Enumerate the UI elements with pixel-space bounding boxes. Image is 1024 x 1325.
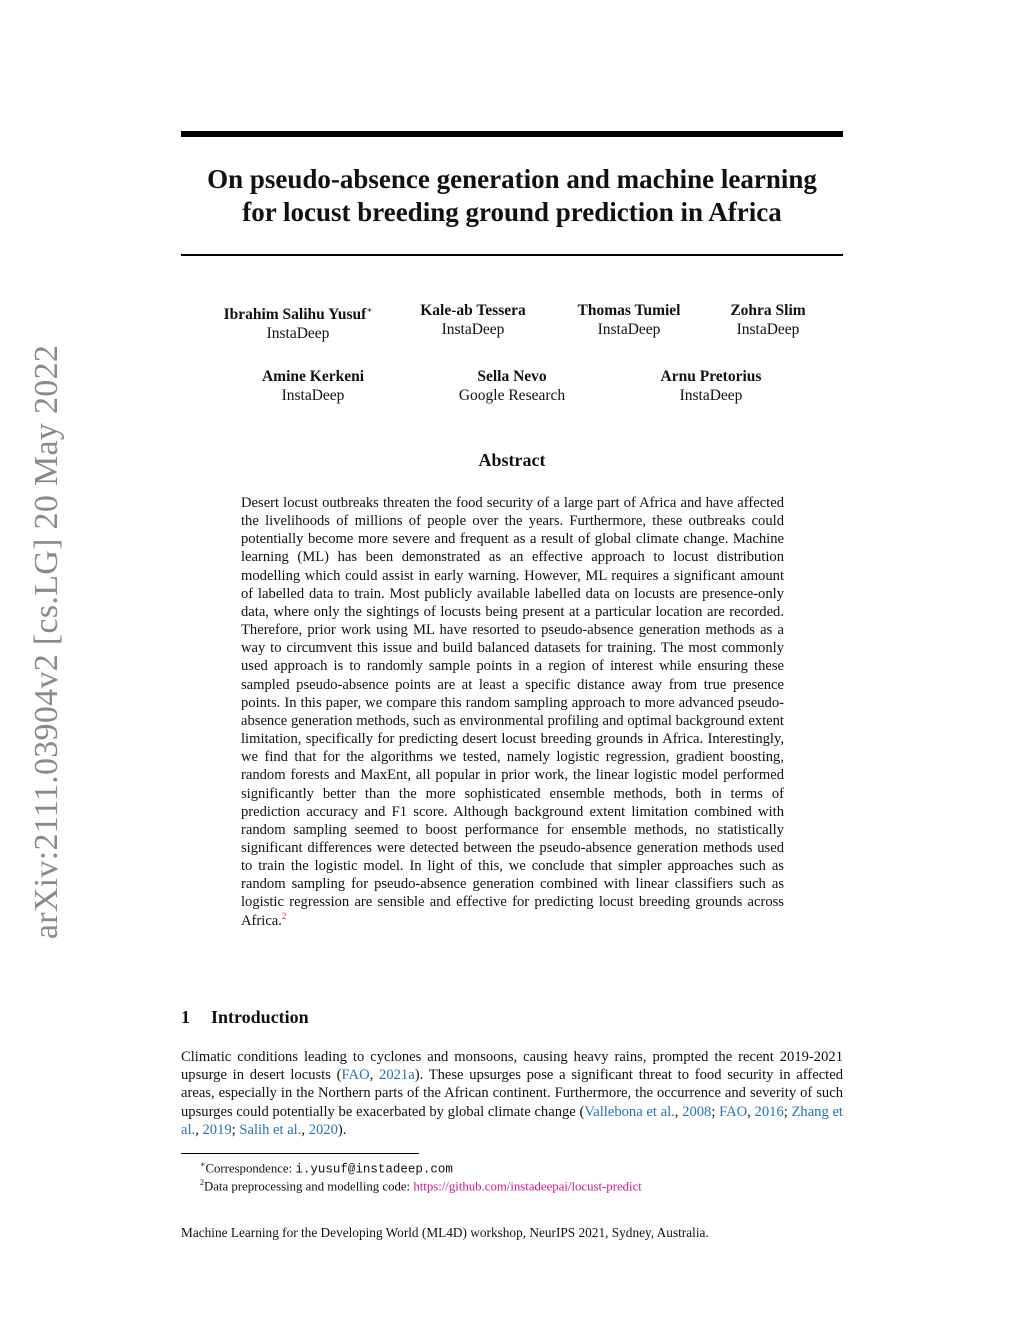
code-repository-link[interactable]: https://github.com/instadeepai/locust-predict — [413, 1179, 642, 1194]
title-rule-bottom — [181, 254, 843, 256]
author-name: Arnu Pretorius — [660, 368, 762, 385]
section-heading — [181, 1007, 309, 1028]
author-footnote-mark: ∗ — [366, 305, 373, 315]
citation-link[interactable]: 2020 — [308, 1121, 338, 1138]
author-2 — [403, 301, 543, 339]
author-affiliation: InstaDeep — [281, 387, 345, 404]
author-name: Kale-ab Tessera — [420, 302, 526, 319]
author-1 — [218, 301, 378, 343]
citation-link[interactable]: FAO — [341, 1067, 370, 1084]
text-run: Climatic conditions leading to cyclones and monsoons, causing heavy rains, prompted the recent 2019-2021 upsurge in desert locusts ( — [181, 1049, 843, 1084]
citation-link[interactable]: FAO — [719, 1103, 748, 1120]
author-4 — [713, 301, 823, 339]
introduction-paragraph — [181, 1048, 843, 1139]
text-run: , — [369, 1067, 380, 1084]
author-name: Ibrahim Salihu Yusuf — [223, 306, 367, 324]
text-run: ; — [783, 1103, 792, 1120]
title-line-2: for locust breeding ground prediction in Africa — [242, 197, 782, 227]
citation-link[interactable]: 2019 — [202, 1121, 232, 1138]
venue-note: Machine Learning for the Developing World (ML4D) workshop, NeurIPS 2021, Sydney, Australia. — [181, 1225, 709, 1240]
author-name: Amine Kerkeni — [261, 368, 365, 385]
author-affiliation: InstaDeep — [266, 325, 330, 343]
abstract-footnote-link[interactable]: 2 — [281, 910, 287, 921]
text-run: ; — [711, 1103, 720, 1120]
author-affiliation: InstaDeep — [736, 321, 800, 338]
citation-link[interactable]: Zhang et al. — [181, 1103, 843, 1138]
author-7 — [641, 367, 781, 405]
citation-link[interactable]: Vallebona et al. — [584, 1103, 675, 1120]
arxiv-stamp: arXiv:2111.03904v2 [cs.LG] 20 May 2022 — [28, 344, 65, 940]
citation-link[interactable]: 2008 — [682, 1103, 712, 1120]
author-affiliation: Google Research — [458, 387, 566, 404]
author-3 — [564, 301, 694, 339]
text-run: ; — [231, 1121, 240, 1138]
title-rule-top — [181, 131, 843, 137]
footnote-label: Data preprocessing and modelling code: — [204, 1179, 414, 1194]
footnote-mark: 2 — [200, 1178, 204, 1187]
correspondence-email[interactable]: i.yusuf@instadeep.com — [295, 1162, 453, 1177]
author-name: Sella Nevo — [477, 368, 547, 385]
author-affiliation: InstaDeep — [441, 321, 505, 338]
footnote-2 — [200, 1175, 642, 1194]
author-name: Thomas Tumiel — [577, 302, 681, 319]
footnote-label: Correspondence: — [205, 1161, 296, 1176]
abstract-heading: Abstract — [478, 450, 546, 470]
text-run: , — [195, 1121, 203, 1138]
text-run: , — [747, 1103, 755, 1120]
abstract-body — [241, 494, 784, 930]
text-run: , — [301, 1121, 309, 1138]
author-affiliation: InstaDeep — [597, 321, 661, 338]
author-name: Zohra Slim — [730, 302, 806, 319]
citation-link[interactable]: 2016 — [754, 1103, 784, 1120]
paper-title — [150, 163, 874, 229]
author-6 — [442, 367, 582, 405]
text-run: ). These upsurges pose a significant threat to food security in affected areas, especially in the Northern parts of the African continent. Furthermore, the occurrence and severity of such upsurges could potentially be exacerbated by global climate change ( — [181, 1067, 843, 1120]
footnote-rule — [181, 1153, 419, 1154]
abstract-text: Desert locust outbreaks threaten the food security of a large part of Africa and have affected the livelihoods of millions of people over the years. Furthermore, these outbreaks could potentially become more severe and frequent as a result of global climate change. Machine learning (ML) has been demonstrated as an effective approach to locust distribution modelling which could assist in early warning. However, ML requires a significant amount of labelled data to train. Most publicly available labelled data on locusts are presence-only data, where only the sightings of locusts being present at a particular location are recorded. Therefore, prior work using ML have resorted to pseudo-absence generation methods as a way to circumvent this issue and build balanced datasets for training. The most commonly used approach is to randomly sample points in a region of interest while ensuring these sampled pseudo-absence points are at least a specific distance away from true presence points. In this paper, we compare this random sampling approach to more advanced pseudo-absence generation methods, such as environmental profiling and optimal background extent limitation, specifically for predicting desert locust breeding grounds in Africa. Interestingly, we find that for the algorithms we tested, namely logistic regression, gradient boosting, random forests and MaxEnt, all popular in prior work, the linear logistic model performed significantly better than the more sophisticated ensemble methods, both in terms of prediction accuracy and F1 score. Although background extent limitation combined with random sampling seemed to boost performance for ensemble methods, no statistically significant differences were detected between the pseudo-absence generation methods used to train the logistic model. In light of this, we conclude that simpler approaches such as random sampling for pseudo-absence generation combined with linear classifiers such as logistic regression are sensible and effective for predicting locust breeding grounds across Africa. — [241, 495, 784, 929]
section-title: Introduction — [211, 1007, 309, 1027]
author-affiliation: InstaDeep — [679, 387, 743, 404]
title-line-1: On pseudo-absence generation and machine learning — [207, 164, 817, 194]
citation-link[interactable]: Salih et al. — [239, 1121, 302, 1138]
citation-link[interactable]: 2021a — [379, 1067, 415, 1084]
footnote-mark: ∗ — [200, 1160, 206, 1169]
text-run: ). — [337, 1121, 347, 1138]
author-5 — [243, 367, 383, 405]
section-number: 1 — [181, 1007, 190, 1027]
text-run: , — [674, 1103, 683, 1120]
